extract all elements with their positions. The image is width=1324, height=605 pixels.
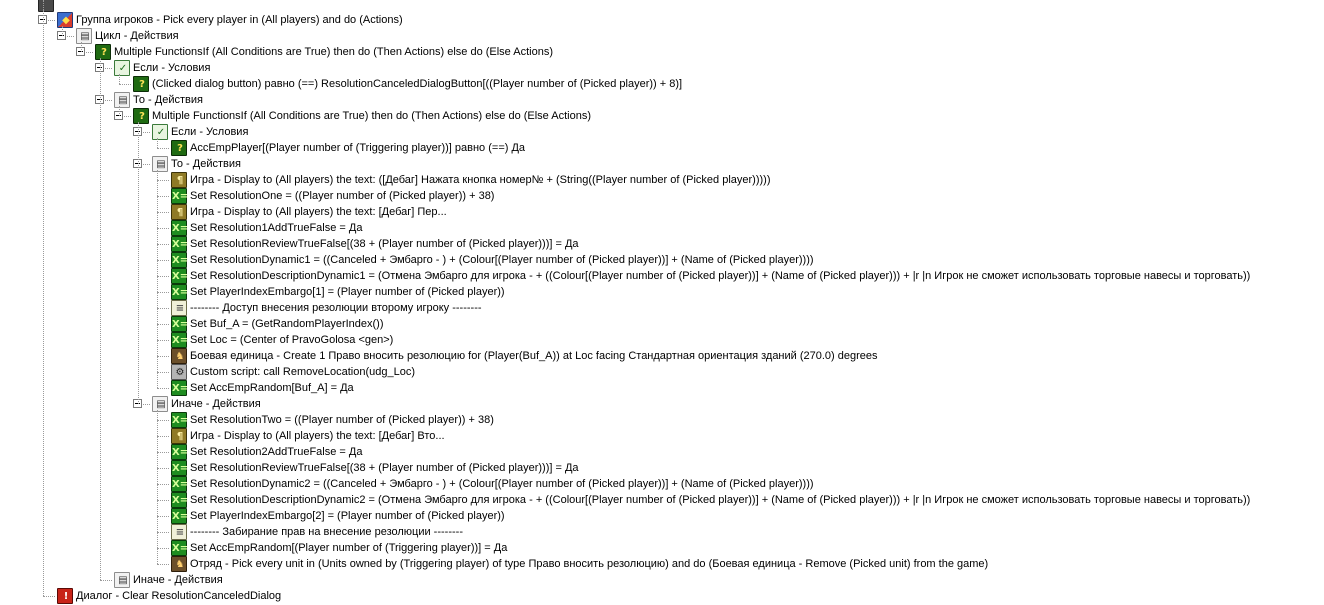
tree-row[interactable] [0, 236, 1324, 252]
tree-row[interactable] [0, 380, 1324, 396]
tree-row-label: Диалог - Clear ResolutionCanceledDialog [76, 590, 282, 602]
tree-row[interactable] [0, 76, 1324, 92]
tree-row[interactable] [0, 28, 1324, 44]
tree-row[interactable] [0, 172, 1324, 188]
tree-row-label: Цикл - Действия [95, 30, 179, 42]
tree-row[interactable] [0, 284, 1324, 300]
tree-row-label: Set ResolutionTwo = ((Player number of (Picked player)) + 38) [190, 414, 494, 426]
tree-row[interactable] [0, 140, 1324, 156]
tree-connector [157, 324, 169, 325]
tree-row-label: Set PlayerIndexEmbargo[2] = (Player number of (Picked player)) [190, 510, 505, 522]
tree-row[interactable] [0, 332, 1324, 348]
tree-row-label: Игра - Display to (All players) the text: [Дебаг] Вто... [190, 430, 445, 442]
game-message-icon [171, 428, 187, 444]
tree-row[interactable] [0, 268, 1324, 284]
tree-row-label: Set ResolutionOne = ((Player number of (Picked player)) + 38) [190, 190, 495, 202]
set-variable-icon [171, 284, 187, 300]
actions-clapper-icon [76, 28, 92, 44]
tree-guide-line [100, 58, 101, 580]
tree-row[interactable] [0, 572, 1324, 588]
tree-row[interactable] [0, 508, 1324, 524]
tree-connector [157, 500, 169, 501]
tree-row[interactable] [0, 524, 1324, 540]
tree-connector [157, 548, 169, 549]
tree-guide-line [43, 0, 44, 596]
tree-row-label: Set ResolutionDynamic1 = ((Canceled + Эмбарго - ) + (Colour[(Player number of (Picked player))] + (Name of (Picked player)))) [190, 254, 814, 266]
multiple-functions-icon [133, 108, 149, 124]
tree-row[interactable] [0, 460, 1324, 476]
set-variable-icon [171, 220, 187, 236]
set-variable-icon [171, 508, 187, 524]
tree-row-label: Set Resolution1AddTrueFalse = Да [190, 222, 363, 234]
tree-row[interactable] [0, 92, 1324, 108]
custom-script-icon [171, 364, 187, 380]
multiple-functions-icon [133, 76, 149, 92]
tree-row[interactable] [0, 220, 1324, 236]
tree-row-label: Игра - Display to (All players) the text: [Дебаг] Пер... [190, 206, 447, 218]
tree-row[interactable] [0, 556, 1324, 572]
set-variable-icon [171, 476, 187, 492]
tree-connector [157, 484, 169, 485]
tree-row[interactable] [0, 492, 1324, 508]
tree-connector [157, 356, 169, 357]
set-variable-icon [171, 316, 187, 332]
tree-row[interactable] [0, 316, 1324, 332]
tree-row-label: -------- Доступ внесения резолюции второму игроку -------- [190, 302, 482, 314]
unit-icon [171, 348, 187, 364]
game-message-icon [171, 204, 187, 220]
tree-connector [157, 388, 169, 389]
game-message-icon [171, 172, 187, 188]
tree-connector [157, 516, 169, 517]
tree-guide-line [62, 26, 63, 36]
tree-guide-line [157, 138, 158, 148]
actions-clapper-icon [152, 396, 168, 412]
tree-connector [157, 532, 169, 533]
tree-connector [157, 308, 169, 309]
tree-connector [157, 420, 169, 421]
tree-connector [157, 292, 169, 293]
tree-connector [157, 468, 169, 469]
unit-icon [171, 556, 187, 572]
tree-row[interactable] [0, 108, 1324, 124]
actions-clapper-icon [114, 572, 130, 588]
tree-row-label: -------- Забирание прав на внесение резолюции -------- [190, 526, 463, 538]
tree-row-label: Set Loc = (Center of PravoGolosa <gen>) [190, 334, 394, 346]
tree-connector [157, 452, 169, 453]
tree-row[interactable] [0, 156, 1324, 172]
tree-row-label: Отряд - Pick every unit in (Units owned by (Triggering player) of type Право вносить резолюцию) and do (Боевая единица - Remove (Picked unit) from the game) [190, 558, 989, 570]
tree-row[interactable] [0, 444, 1324, 460]
set-variable-icon [171, 444, 187, 460]
tree-row-label: Multiple FunctionsIf (All Conditions are True) then do (Then Actions) else do (Else Actions) [114, 46, 553, 58]
conditions-icon [114, 60, 130, 76]
tree-guide-line [157, 170, 158, 388]
tree-connector [119, 84, 131, 85]
multiple-functions-icon [171, 140, 187, 156]
set-variable-icon [171, 252, 187, 268]
tree-row[interactable] [0, 396, 1324, 412]
tree-row-label: Set AccEmpRandom[(Player number of (Triggering player))] = Да [190, 542, 508, 554]
tree-row-label: Multiple FunctionsIf (All Conditions are True) then do (Then Actions) else do (Else Actions) [152, 110, 591, 122]
tree-row-label: Группа игроков - Pick every player in (All players) and do (Actions) [76, 14, 403, 26]
tree-row-label: То - Действия [133, 94, 203, 106]
tree-row-label: AccEmpPlayer[(Player number of (Triggering player))] равно (==) Да [190, 142, 526, 154]
tree-connector [157, 260, 169, 261]
tree-row-label: Игра - Display to (All players) the text: ([Дебаг] Нажата кнопка номер№ + (String((Player number of (Picked player))))) [190, 174, 771, 186]
set-variable-icon [171, 332, 187, 348]
tree-row[interactable] [0, 412, 1324, 428]
tree-row-label: Иначе - Действия [133, 574, 223, 586]
tree-guide-line [119, 106, 120, 116]
tree-guide-line [157, 410, 158, 564]
tree-row[interactable] [0, 252, 1324, 268]
tree-connector [157, 228, 169, 229]
tree-connector [157, 276, 169, 277]
tree-row-label: Set ResolutionDescriptionDynamic2 = (Отмена Эмбарго для игрока - + ((Colour[(Player number of (Picked player))] + (Name of (Picked player))) + |r |n Игрок не сможет использовать торговые навесы и торговать)) [190, 494, 1251, 506]
tree-row[interactable] [0, 44, 1324, 60]
set-variable-icon [171, 540, 187, 556]
tree-connector [157, 436, 169, 437]
player-group-icon [57, 12, 73, 28]
multiple-functions-icon [95, 44, 111, 60]
tree-connector [157, 372, 169, 373]
comment-icon [171, 524, 187, 540]
tree-row[interactable] [0, 348, 1324, 364]
tree-row-label: Set ResolutionDescriptionDynamic1 = (Отмена Эмбарго для игрока - + ((Colour[(Player number of (Picked player))] + (Name of (Picked player))) + |r |n Игрок не сможет использовать торговые навесы и торговать)) [190, 270, 1251, 282]
tree-connector [100, 580, 112, 581]
tree-row[interactable] [0, 188, 1324, 204]
tree-row[interactable] [0, 204, 1324, 220]
tree-connector [157, 340, 169, 341]
tree-row-label: Иначе - Действия [171, 398, 261, 410]
tree-row[interactable] [0, 12, 1324, 28]
tree-row-label: Боевая единица - Create 1 Право вносить резолюцию for (Player(Buf_A)) at Loc facing Стандартная ориентация зданий (270.0) degrees [190, 350, 878, 362]
set-variable-icon [171, 460, 187, 476]
tree-row-label: Set ResolutionReviewTrueFalse[(38 + (Player number of (Picked player)))] = Да [190, 462, 579, 474]
tree-connector [157, 148, 169, 149]
actions-clapper-icon [152, 156, 168, 172]
set-variable-icon [171, 236, 187, 252]
tree-row-label: То - Действия [171, 158, 241, 170]
tree-row[interactable] [0, 300, 1324, 316]
tree-connector [157, 196, 169, 197]
tree-row-label: Если - Условия [133, 62, 211, 74]
tree-row-label: Set Buf_A = (GetRandomPlayerIndex()) [190, 318, 384, 330]
tree-row[interactable] [0, 364, 1324, 380]
conditions-icon [152, 124, 168, 140]
tree-connector [43, 596, 55, 597]
set-variable-icon [171, 188, 187, 204]
tree-row[interactable] [0, 124, 1324, 140]
trigger-icon [38, 0, 54, 12]
set-variable-icon [171, 268, 187, 284]
tree-guide-line [119, 74, 120, 84]
tree-row-label: Set Resolution2AddTrueFalse = Да [190, 446, 363, 458]
tree-row-label: Set ResolutionReviewTrueFalse[(38 + (Player number of (Picked player)))] = Да [190, 238, 579, 250]
comment-icon [171, 300, 187, 316]
actions-clapper-icon [114, 92, 130, 108]
tree-row[interactable] [0, 428, 1324, 444]
tree-connector [157, 212, 169, 213]
tree-guide-line [138, 122, 139, 404]
tree-row-label: Custom script: call RemoveLocation(udg_Loc) [190, 366, 415, 378]
tree-row[interactable] [0, 60, 1324, 76]
tree-row-label: Set PlayerIndexEmbargo[1] = (Player number of (Picked player)) [190, 286, 505, 298]
tree-connector [157, 564, 169, 565]
set-variable-icon [171, 380, 187, 396]
tree-row[interactable] [0, 0, 1324, 12]
tree-guide-line [81, 42, 82, 52]
tree-row-label: Set AccEmpRandom[Buf_A] = Да [190, 382, 354, 394]
set-variable-icon [171, 412, 187, 428]
tree-row[interactable] [0, 540, 1324, 556]
tree-row-label: Set ResolutionDynamic2 = ((Canceled + Эмбарго - ) + (Colour[(Player number of (Picked player))] + (Name of (Picked player)))) [190, 478, 814, 490]
tree-connector [157, 244, 169, 245]
tree-row-label: Если - Условия [171, 126, 249, 138]
tree-row[interactable] [0, 476, 1324, 492]
tree-row-label: (Clicked dialog button) равно (==) ResolutionCanceledDialogButton[((Player number of (Picked player)) + 8)] [152, 78, 683, 90]
set-variable-icon [171, 492, 187, 508]
tree-connector [157, 180, 169, 181]
